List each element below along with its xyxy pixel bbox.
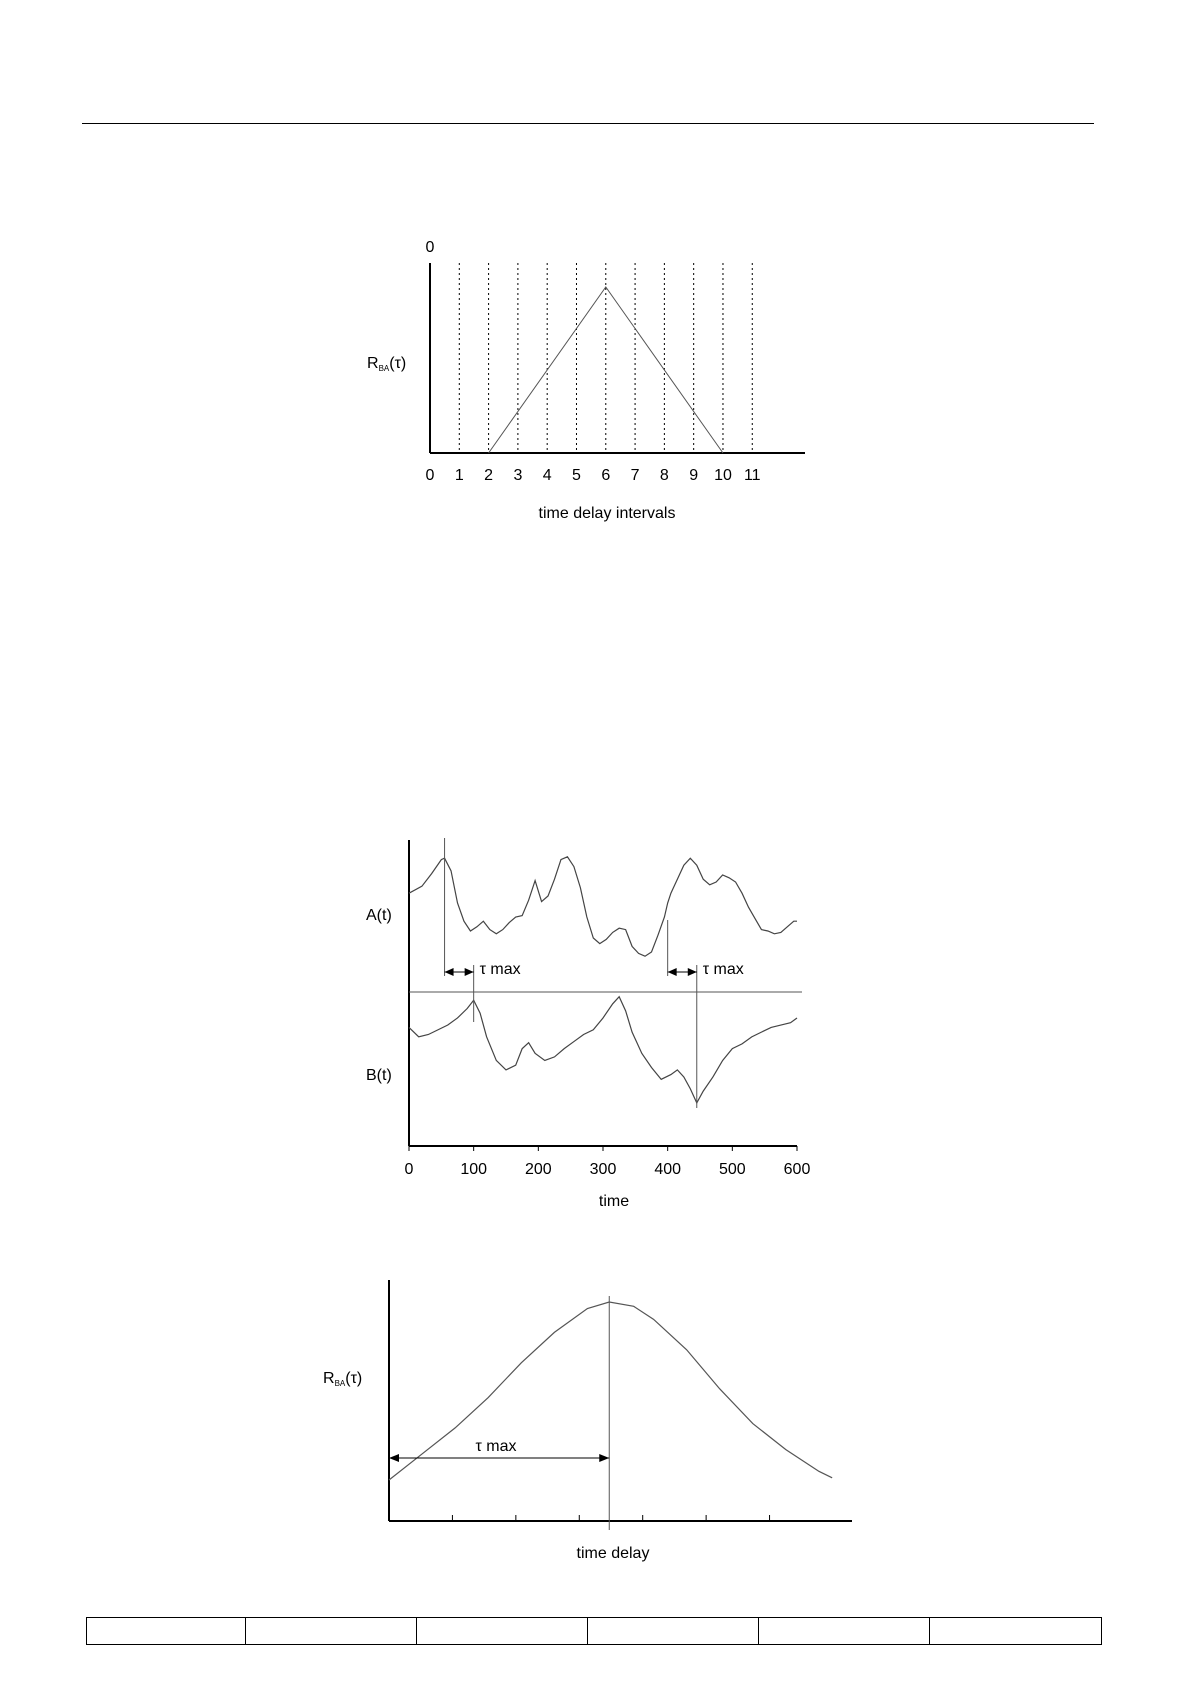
tau-max-label: τ max [702, 961, 744, 978]
x-tick-label: 5 [572, 467, 581, 484]
tau-max-label: τ max [479, 961, 521, 978]
x-tick-label: 4 [542, 467, 552, 484]
x-axis-label: time delay intervals [538, 505, 676, 522]
x-tick-label: 100 [460, 1161, 488, 1178]
y-axis-label: RBA(τ) [323, 1370, 363, 1388]
x-tick-label: 3 [513, 467, 523, 484]
x-tick-label: 500 [718, 1161, 746, 1178]
x-tick-label: 2 [484, 467, 494, 484]
footer-cell [246, 1618, 417, 1645]
x-axis-label: time [598, 1193, 630, 1210]
y-axis-label: RBA(τ) [367, 355, 407, 373]
x-tick-label: 9 [689, 467, 699, 484]
x-tick-label: 400 [654, 1161, 682, 1178]
x-tick-label: 10 [714, 467, 732, 484]
panel-label: B(t) [366, 1067, 392, 1084]
footer-cell [588, 1618, 759, 1645]
x-tick-label: 200 [524, 1161, 552, 1178]
y-axis-top-label: 0 [425, 239, 435, 256]
footer-cell [930, 1618, 1102, 1645]
x-tick-label: 600 [783, 1161, 811, 1178]
footer-table [86, 1617, 1102, 1645]
x-tick-label: 8 [659, 467, 669, 484]
x-tick-label: 6 [601, 467, 611, 484]
x-axis-label: time delay [576, 1545, 650, 1562]
panel-label: A(t) [366, 907, 392, 924]
series-line [389, 1302, 832, 1480]
footer-cell [417, 1618, 588, 1645]
x-tick-label: 7 [630, 467, 640, 484]
arrowhead [389, 1454, 399, 1462]
x-tick-label: 11 [743, 467, 761, 484]
footer-cell [759, 1618, 930, 1645]
x-tick-label: 300 [589, 1161, 617, 1178]
arrowhead [599, 1454, 609, 1462]
x-tick-label: 0 [404, 1161, 414, 1178]
footer-cell [87, 1618, 246, 1645]
x-tick-label: 1 [454, 467, 464, 484]
x-tick-label: 0 [425, 467, 435, 484]
tau-max-label: τ max [475, 1438, 517, 1455]
